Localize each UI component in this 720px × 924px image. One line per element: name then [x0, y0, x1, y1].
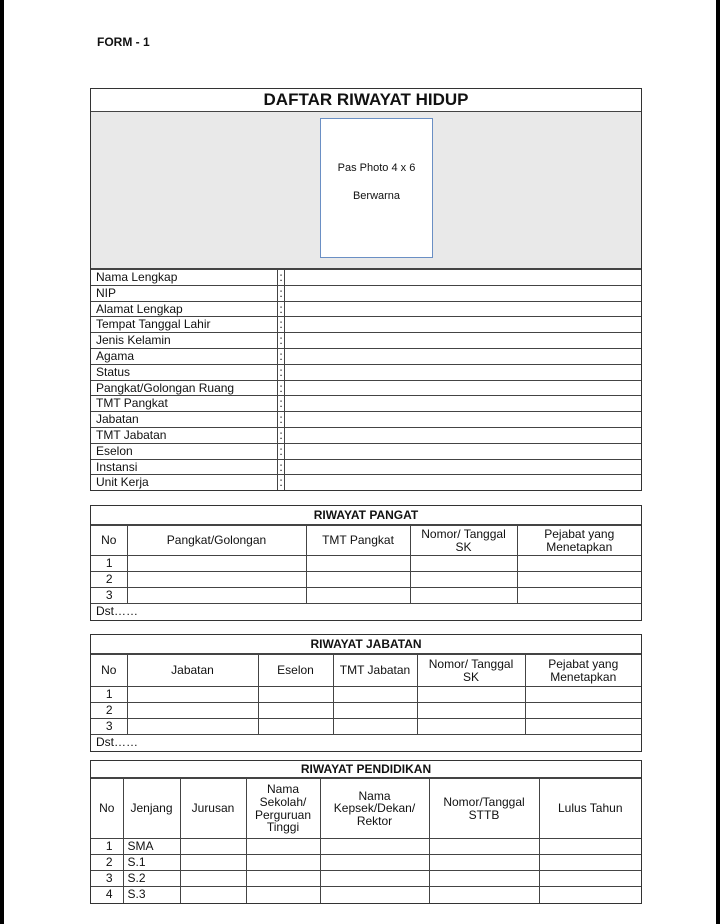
document-title: DAFTAR RIWAYAT HIDUP — [91, 89, 641, 112]
table-row: 2 S.1 — [91, 855, 641, 871]
biodata-label: TMT Jabatan — [91, 427, 278, 443]
biodata-value-field[interactable] — [285, 317, 642, 333]
table-row: 1 — [91, 687, 641, 703]
riwayat-jabatan-title: RIWAYAT JABATAN — [91, 635, 641, 654]
header-pangkat-golongan: Pangkat/Golongan — [127, 526, 306, 556]
header-nama-kepsek: Nama Kepsek/Dekan/ Rektor — [320, 779, 429, 839]
biodata-label: TMT Pangkat — [91, 396, 278, 412]
riwayat-pendidikan-section — [90, 760, 642, 904]
biodata-row — [91, 333, 641, 349]
colon-separator: : — [279, 364, 283, 379]
biodata-row — [91, 285, 641, 301]
biodata-row — [91, 396, 641, 412]
biodata-row — [91, 317, 641, 333]
right-scan-edge — [716, 0, 720, 924]
biodata-value-field[interactable] — [285, 301, 642, 317]
header-jurusan: Jurusan — [180, 779, 246, 839]
table-row: 3 — [91, 719, 641, 735]
continuation-row: Dst…… — [91, 735, 641, 751]
riwayat-pangkat-title: RIWAYAT PANGAT — [91, 506, 641, 525]
photo-placeholder — [320, 118, 433, 258]
header-tmt-pangkat: TMT Pangkat — [306, 526, 410, 556]
header-pejabat: Pejabat yang Menetapkan — [517, 526, 641, 556]
left-scan-edge — [0, 0, 4, 924]
biodata-label: Jenis Kelamin — [91, 333, 278, 349]
biodata-row — [91, 412, 641, 428]
biodata-label: Pangkat/Golongan Ruang — [91, 380, 278, 396]
biodata-row — [91, 475, 641, 490]
table-row: 4 S.3 — [91, 887, 641, 903]
colon-separator: : — [279, 301, 283, 316]
biodata-value-field[interactable] — [285, 443, 642, 459]
table-row: 3 S.2 — [91, 871, 641, 887]
biodata-value-field[interactable] — [285, 427, 642, 443]
biodata-row — [91, 348, 641, 364]
biodata-value-field[interactable] — [285, 396, 642, 412]
biodata-value-field[interactable] — [285, 285, 642, 301]
biodata-label: Status — [91, 364, 278, 380]
header-nomor-tanggal-sk: Nomor/ Tanggal SK — [410, 526, 517, 556]
colon-separator: : — [279, 349, 283, 364]
form-code: FORM - 1 — [97, 35, 150, 49]
biodata-label: Eselon — [91, 443, 278, 459]
table-row: 2 — [91, 703, 641, 719]
biodata-label: Tempat Tanggal Lahir — [91, 317, 278, 333]
colon-separator: : — [279, 396, 283, 411]
header-no: No — [91, 526, 127, 556]
table-row: 2 — [91, 572, 641, 588]
riwayat-pendidikan-title: RIWAYAT PENDIDIKAN — [91, 761, 641, 778]
header-tmt-jabatan: TMT Jabatan — [333, 655, 417, 687]
biodata-row — [91, 270, 641, 286]
colon-separator: : — [279, 285, 283, 300]
biodata-row — [91, 459, 641, 475]
header-nomor-tanggal-sk: Nomor/ Tanggal SK — [417, 655, 525, 687]
biodata-value-field[interactable] — [285, 364, 642, 380]
header-no: No — [91, 779, 123, 839]
header-jenjang: Jenjang — [123, 779, 180, 839]
photo-area — [91, 112, 641, 269]
biodata-value-field[interactable] — [285, 459, 642, 475]
photo-size-label: Pas Photo 4 x 6 — [337, 162, 416, 174]
biodata-label: Agama — [91, 348, 278, 364]
biodata-row — [91, 364, 641, 380]
biodata-label: Nama Lengkap — [91, 270, 278, 286]
biodata-value-field[interactable] — [285, 270, 642, 286]
header-no: No — [91, 655, 127, 687]
riwayat-pangkat-table — [91, 525, 641, 620]
colon-separator: : — [279, 380, 283, 395]
continuation-row: Dst…… — [91, 604, 641, 620]
biodata-label: Alamat Lengkap — [91, 301, 278, 317]
colon-separator: : — [279, 459, 283, 474]
colon-separator: : — [279, 317, 283, 332]
biodata-section — [90, 88, 642, 491]
table-row: 1 SMA — [91, 839, 641, 855]
table-row: 3 — [91, 588, 641, 604]
biodata-table — [91, 269, 641, 490]
biodata-value-field[interactable] — [285, 475, 642, 490]
biodata-row — [91, 427, 641, 443]
header-nomor-tanggal-sttb: Nomor/Tanggal STTB — [429, 779, 539, 839]
riwayat-pendidikan-table — [91, 778, 641, 903]
colon-separator: : — [279, 428, 283, 443]
header-lulus-tahun: Lulus Tahun — [539, 779, 641, 839]
colon-separator: : — [279, 412, 283, 427]
biodata-label: NIP — [91, 285, 278, 301]
biodata-row — [91, 380, 641, 396]
colon-separator: : — [279, 270, 283, 285]
header-pejabat: Pejabat yang Menetapkan — [525, 655, 641, 687]
photo-color-label: Berwarna — [352, 190, 401, 202]
riwayat-jabatan-table — [91, 654, 641, 751]
header-nama-sekolah: Nama Sekolah/ Perguruan Tinggi — [246, 779, 320, 839]
biodata-row — [91, 443, 641, 459]
header-jabatan: Jabatan — [127, 655, 258, 687]
colon-separator: : — [279, 475, 283, 490]
biodata-value-field[interactable] — [285, 333, 642, 349]
biodata-label: Instansi — [91, 459, 278, 475]
header-eselon: Eselon — [258, 655, 333, 687]
biodata-value-field[interactable] — [285, 348, 642, 364]
biodata-value-field[interactable] — [285, 380, 642, 396]
biodata-label: Unit Kerja — [91, 475, 278, 490]
biodata-value-field[interactable] — [285, 412, 642, 428]
biodata-label: Jabatan — [91, 412, 278, 428]
colon-separator: : — [279, 333, 283, 348]
biodata-row — [91, 301, 641, 317]
colon-separator: : — [279, 443, 283, 458]
table-row: 1 — [91, 556, 641, 572]
riwayat-jabatan-section — [90, 634, 642, 752]
riwayat-pangkat-section — [90, 505, 642, 621]
